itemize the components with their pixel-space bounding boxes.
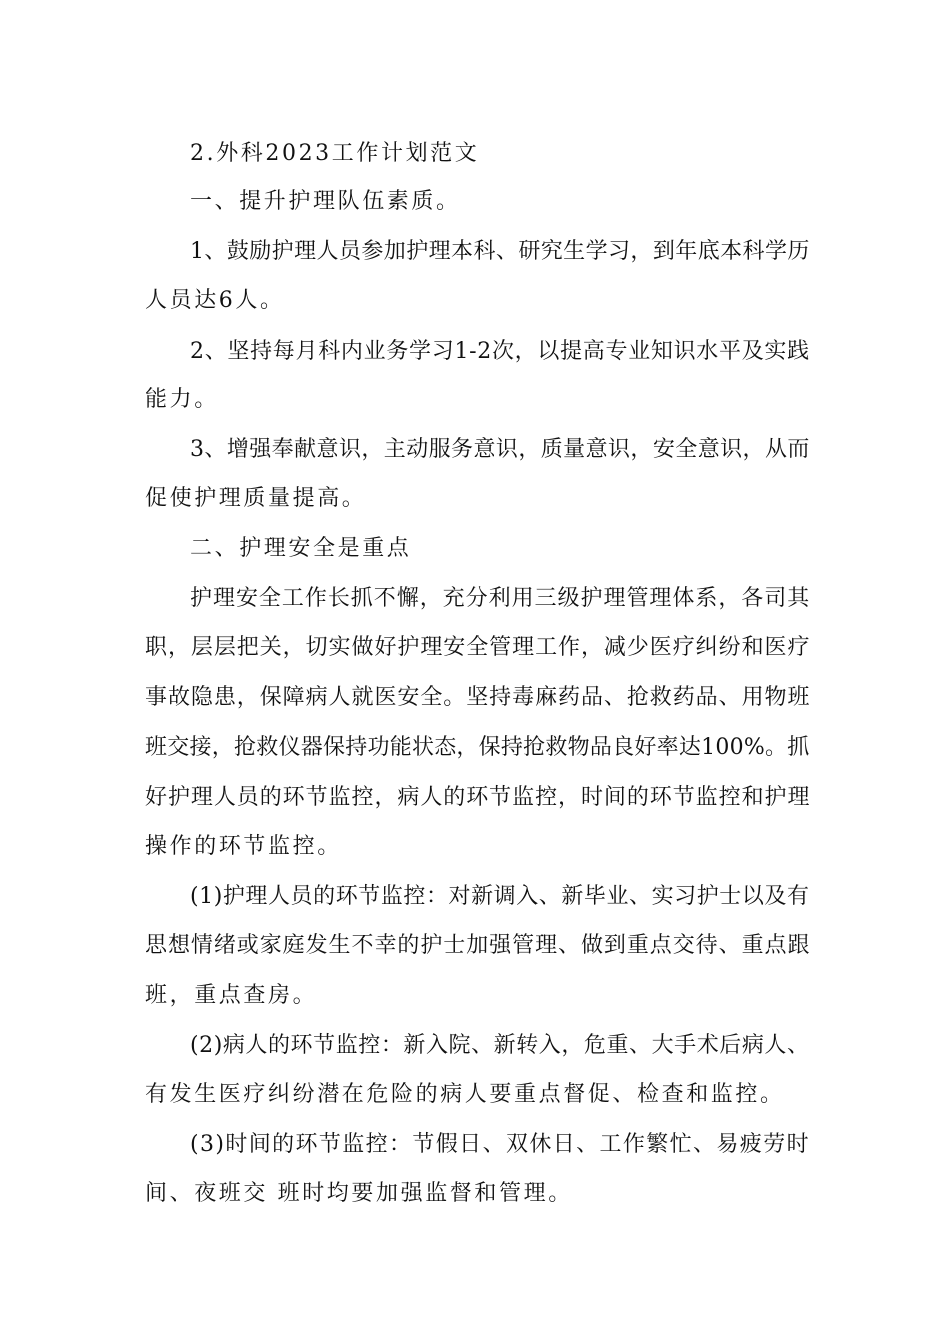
item-3-line-2: 促使护理质量提高。 — [145, 486, 367, 511]
item-1-line-1: 1、鼓励护理人员参加护理本科、研究生学习，到年底本科学历 — [190, 239, 810, 264]
paragraph-line-1: 护理安全工作长抓不懈，充分利用三级护理管理体系，各司其 — [190, 586, 811, 611]
item-2-line-1: 2、坚持每月科内业务学习1-2次，以提高专业知识水平及实践 — [190, 339, 810, 364]
sub-item-1-line-3: 班，重点查房。 — [145, 983, 318, 1008]
paragraph-line-4: 班交接，抢救仪器保持功能状态，保持抢救物品良好率达100%。抓 — [145, 735, 810, 760]
paragraph-line-5: 好护理人员的环节监控，病人的环节监控，时间的环节监控和护理 — [145, 785, 811, 810]
document-title: 2.外科2023工作计划范文 — [190, 141, 480, 166]
item-3-line-1: 3、增强奉献意识，主动服务意识，质量意识，安全意识，从而 — [190, 437, 810, 462]
paragraph-line-6: 操作的环节监控。 — [145, 834, 342, 859]
sub-item-1-line-1: (1)护理人员的环节监控：对新调入、新毕业、实习护士以及有 — [190, 884, 810, 909]
paragraph-line-3: 事故隐患，保障病人就医安全。坚持毒麻药品、抢救药品、用物班 — [145, 685, 811, 710]
section-heading-1: 一、提升护理队伍素质。 — [190, 189, 461, 214]
section-heading-2: 二、护理安全是重点 — [190, 536, 412, 561]
sub-item-1-line-2: 思想情绪或家庭发生不幸的护士加强管理、做到重点交待、重点跟 — [145, 933, 811, 958]
sub-item-3-line-2: 间、夜班交 班时均要加强监督和管理。 — [145, 1181, 573, 1206]
item-2-line-2: 能力。 — [145, 387, 219, 412]
sub-item-2-line-1: (2)病人的环节监控：新入院、新转入，危重、大手术后病人、 — [190, 1033, 810, 1058]
sub-item-2-line-2: 有发生医疗纠纷潜在危险的病人要重点督促、检查和监控。 — [145, 1082, 785, 1107]
sub-item-3-line-1: (3)时间的环节监控：节假日、双休日、工作繁忙、易疲劳时 — [190, 1132, 810, 1157]
item-1-line-2: 人员达6人。 — [145, 288, 285, 313]
paragraph-line-2: 职，层层把关，切实做好护理安全管理工作，减少医疗纠纷和医疗 — [145, 635, 811, 660]
